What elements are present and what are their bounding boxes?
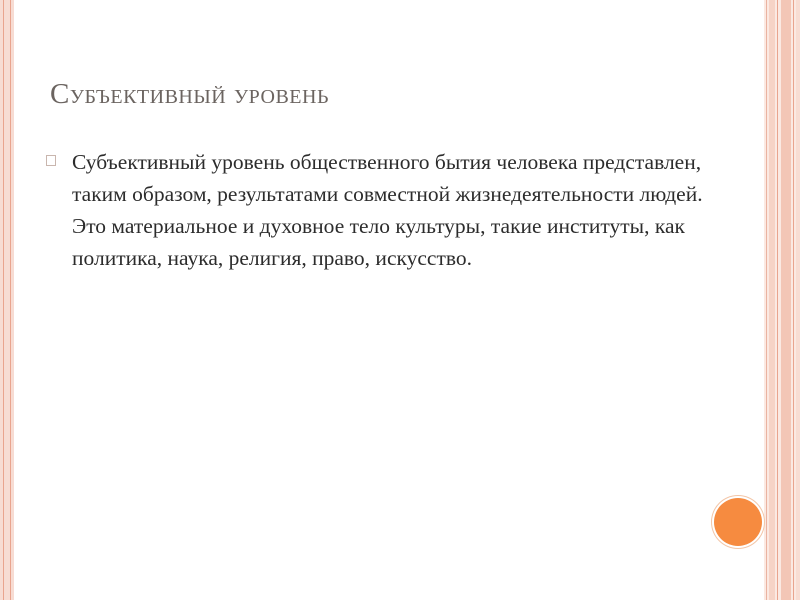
right-border-band	[781, 0, 791, 600]
bullet-marker-icon	[46, 155, 56, 166]
right-border-band	[796, 0, 800, 600]
right-border-line	[766, 0, 767, 600]
left-border-line	[10, 0, 11, 600]
slide-title: Субъективный уровень	[50, 78, 329, 110]
right-border-band	[769, 0, 775, 600]
right-border-line	[777, 0, 778, 600]
bullet-text: Субъективный уровень общественного бытия человека представлен, таким образом, результатами совместной жизнедеятельности людей. Это материальное и духовное тело культуры, такие институты, как политика, наука, религия, право, искусство.	[72, 150, 703, 270]
decorative-circle-icon	[714, 498, 762, 546]
right-decorative-border	[764, 0, 800, 600]
left-border-line	[3, 0, 4, 600]
left-decorative-border	[0, 0, 14, 600]
bullet-item	[46, 146, 706, 274]
right-border-line	[793, 0, 794, 600]
slide-content	[46, 146, 706, 274]
